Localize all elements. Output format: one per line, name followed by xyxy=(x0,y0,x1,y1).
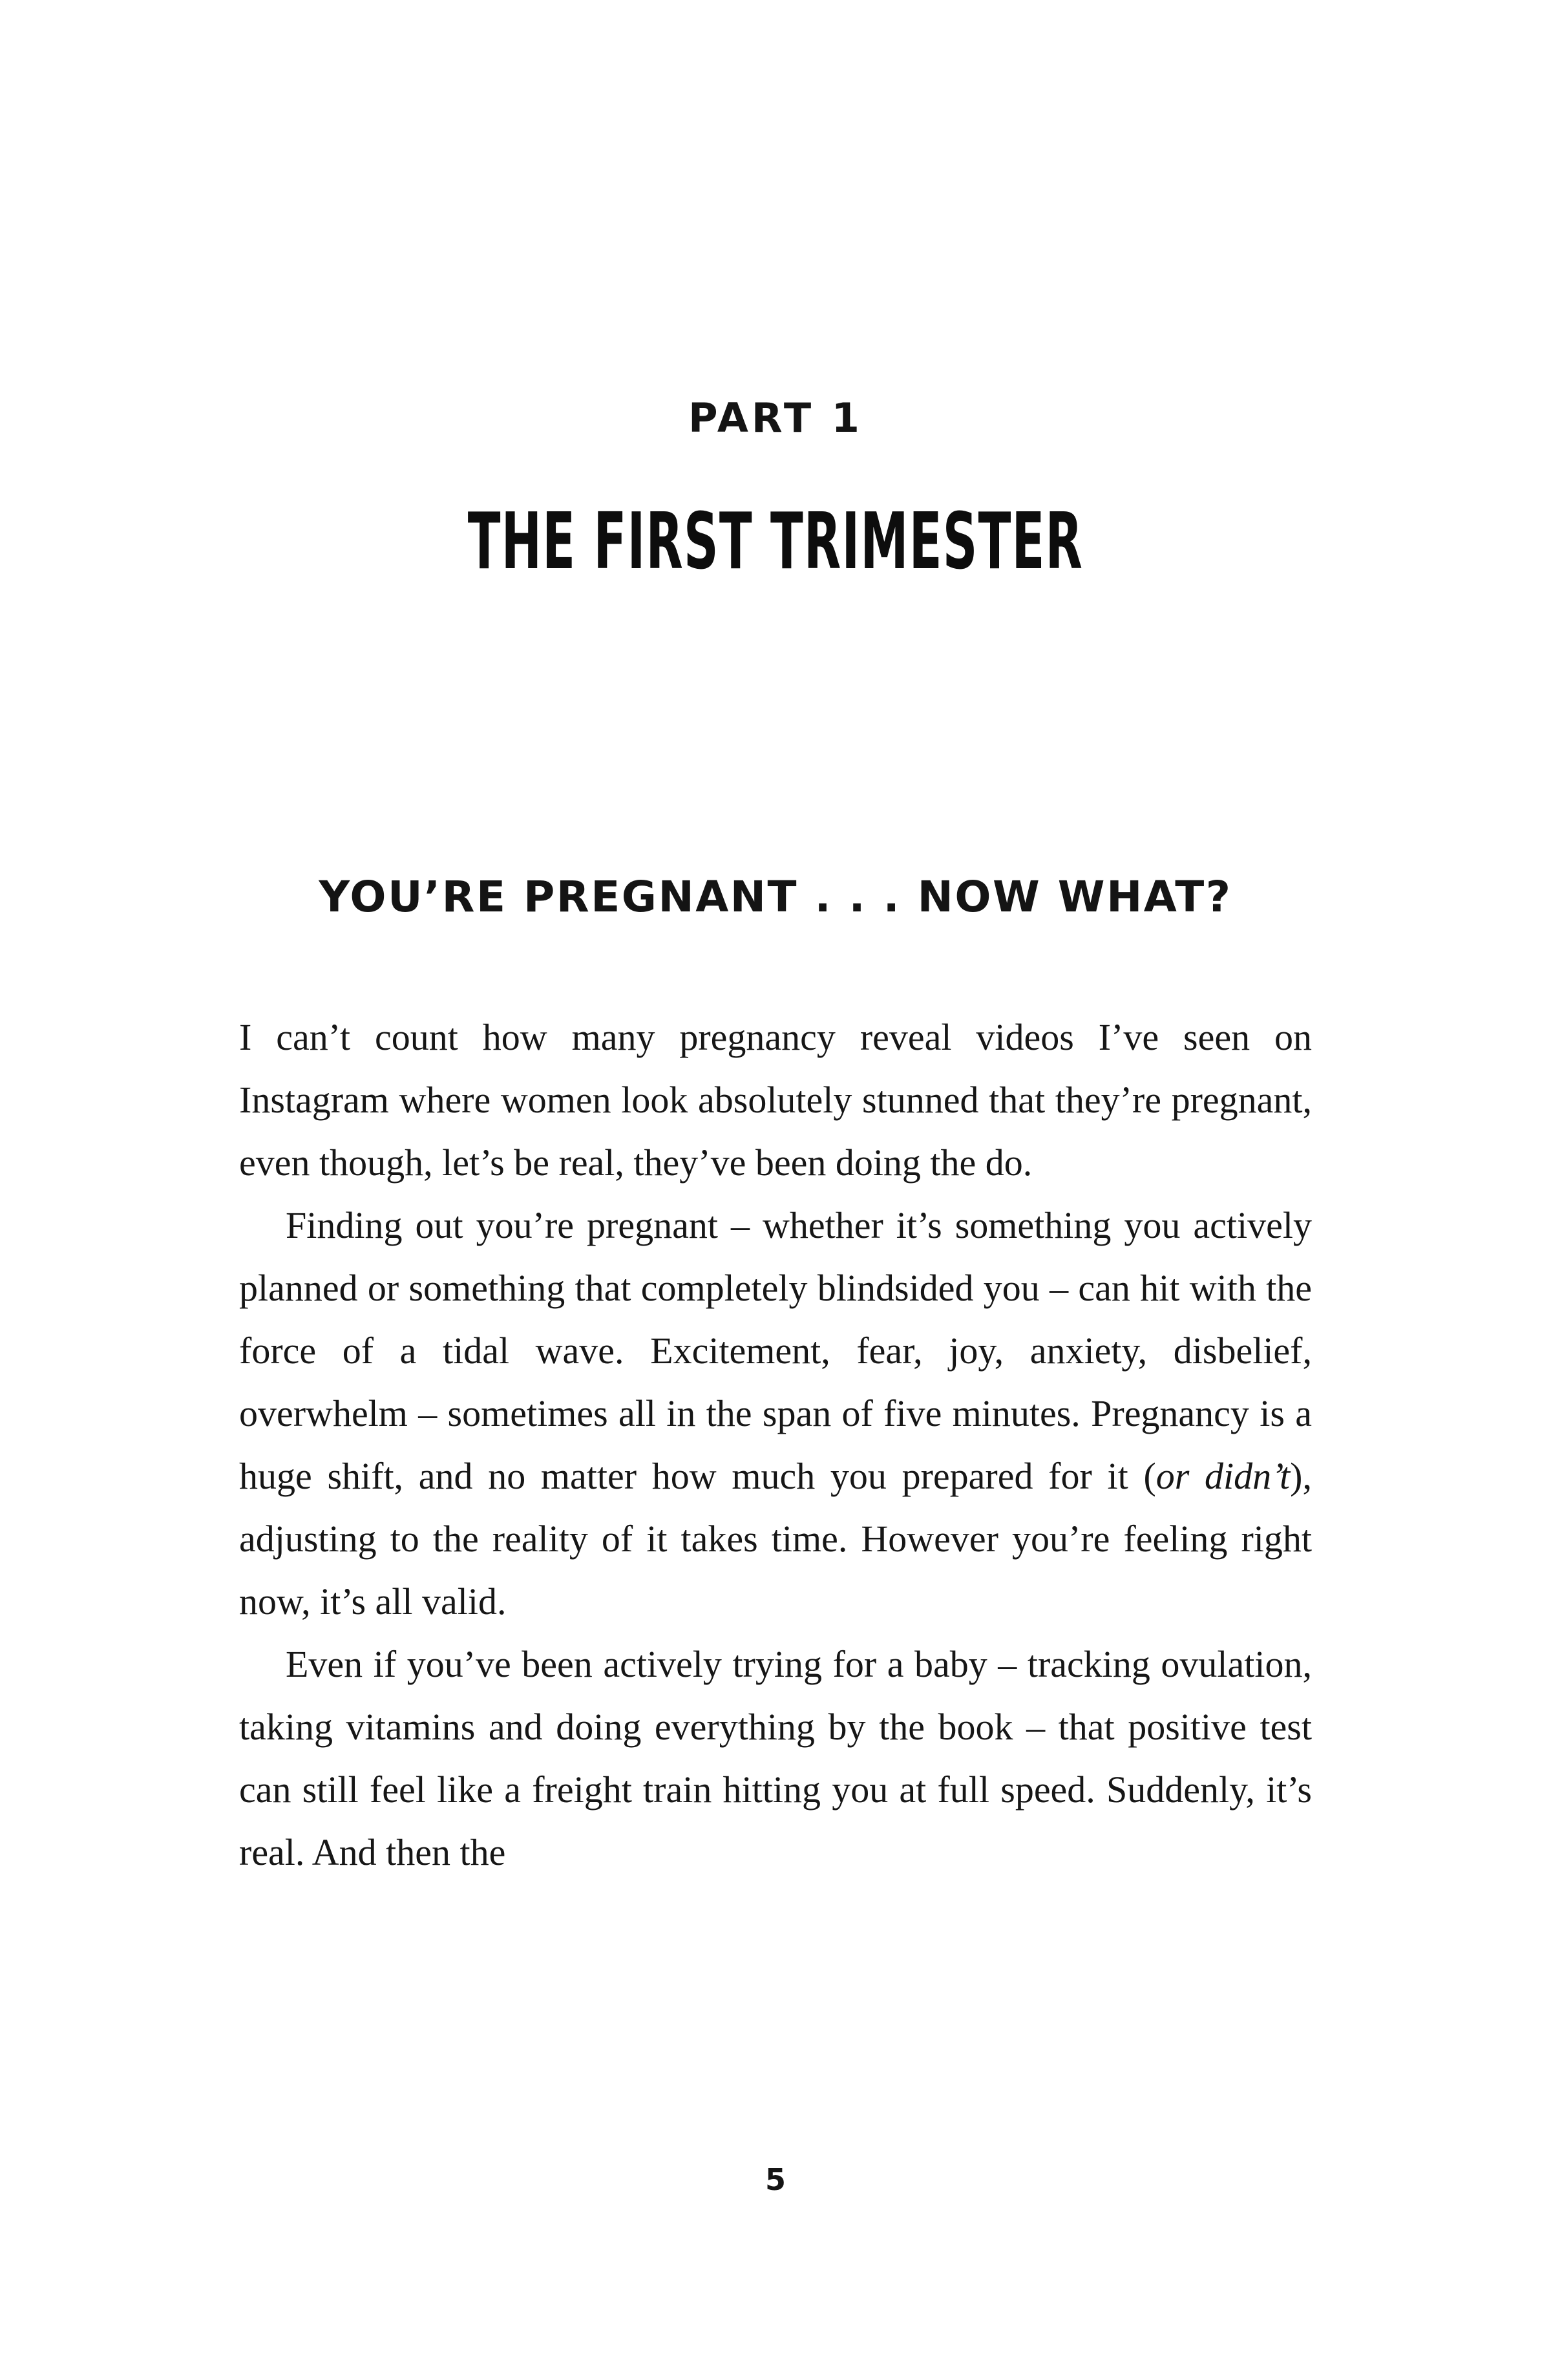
page-number: 5 xyxy=(765,2162,786,2197)
paragraph-2-italic: or didn’t xyxy=(1155,1455,1291,1497)
page-content xyxy=(239,0,1312,1884)
part-label: PART 1 xyxy=(688,394,863,441)
paragraph-3: Even if you’ve been actively trying for a baby – tracking ovulation, taking vitamins and doing everything by the book – that positive test can still feel like a freight train hitting you at full speed. Suddenly, it’s real. And then the xyxy=(239,1643,1312,1873)
part-title: THE FIRST TRIMESTER xyxy=(467,497,1084,587)
paragraph-2 xyxy=(239,1194,1312,1633)
paragraph-1: I can’t count how many pregnancy reveal videos I’ve seen on Instagram where women look absolutely stunned that they’re pregnant, even though, let’s be real, they’ve been doing the do. xyxy=(239,1016,1312,1184)
paragraph-2-part-b: ), adjusting to the reality of it takes time. However you’re feeling right now, it’s all valid. xyxy=(239,1455,1312,1622)
chapter-title: YOU’RE PREGNANT . . . NOW WHAT? xyxy=(319,872,1232,922)
paragraph-2-part-a: Finding out you’re pregnant – whether it’s something you actively planned or something that completely blindsided you – can hit with the force of a tidal wave. Excitement, fear, joy, anxiety, disbelief, overwhelm – sometimes all in the span of five minutes. Pregnancy is a huge shift, and no matter how much you prepared for it ( xyxy=(239,1204,1312,1497)
body-text xyxy=(239,1006,1312,1884)
